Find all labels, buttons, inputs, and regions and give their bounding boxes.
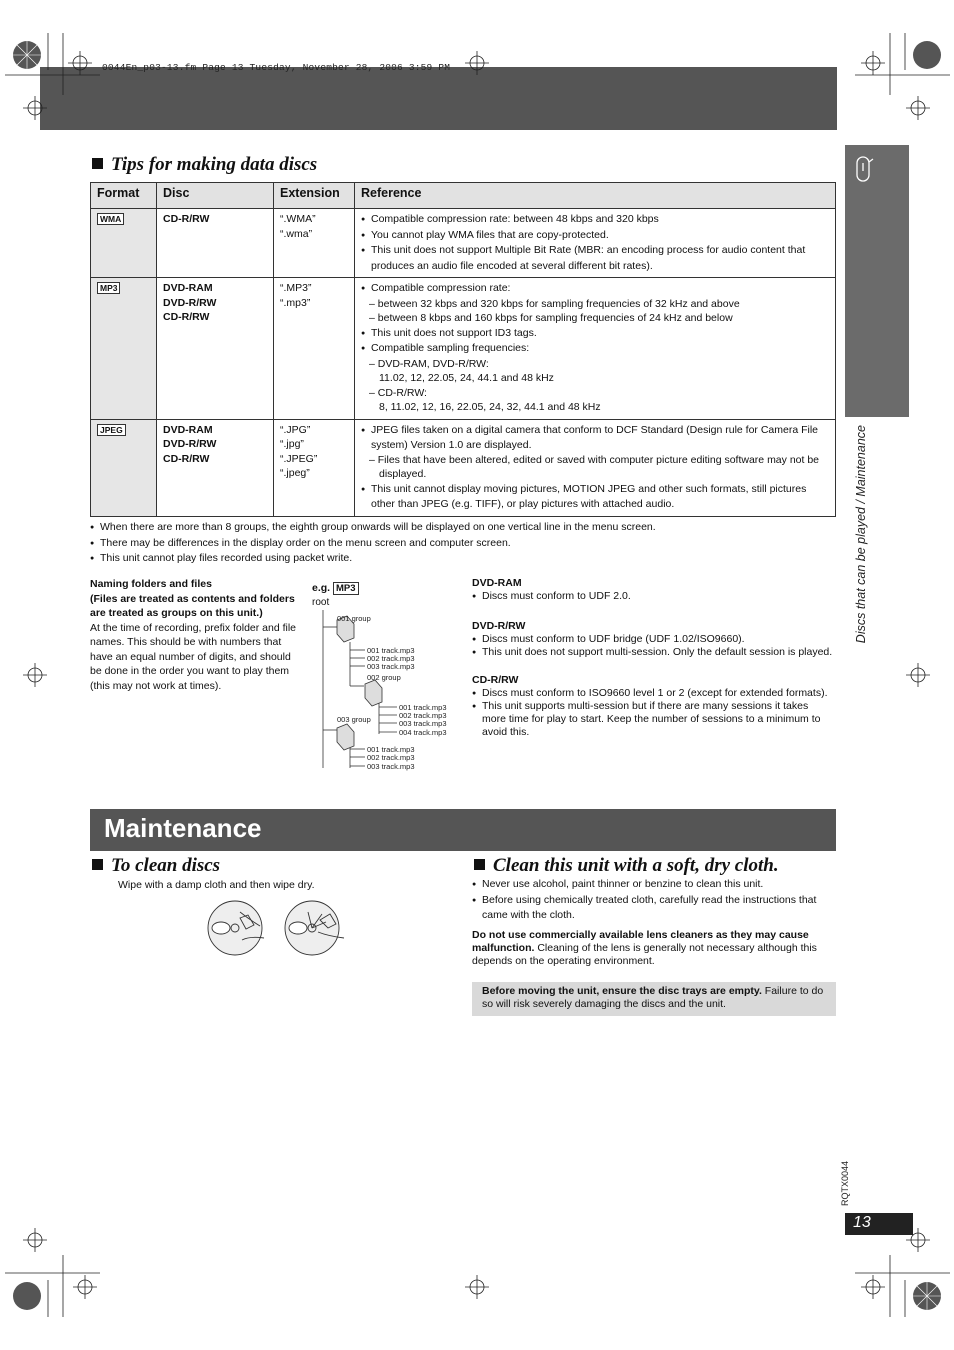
reference-line: – between 8 kbps and 160 kbps for sampling frequencies of 24 kHz and below [361,311,829,326]
extension: “.MP3” [280,282,312,294]
tree-label: 001 track.mp3 [367,646,415,655]
square-bullet-icon [92,158,103,169]
reference-line: ● Compatible sampling frequencies: [361,341,829,357]
maintenance-title: Maintenance [104,813,262,843]
side-section-label: Discs that can be played / Maintenance [854,425,868,644]
extension: “.JPEG” [280,452,318,465]
reference-line: – Files that have been altered, edited or saved with computer picture editing software may not be displayed. [361,453,829,482]
spec-item: ● This unit supports multi-session but if there are many sessions it takes more time for play to start. Keep the number of sessions to a minimum to avoid this. [472,700,834,739]
spec-item: ● This unit does not support multi-session. Only the default session is played. [472,646,834,659]
clean-unit-item: ● Before using chemically treated cloth, carefully read the instructions that came with the cloth. [472,893,836,923]
note-item: ● When there are more than 8 groups, the eighth group onwards will be displayed on one vertical line in the menu screen. [90,520,836,536]
reference-line: – DVD-RAM, DVD-R/RW: [361,357,829,372]
disc-type: DVD-R/RW [163,438,217,450]
table-header-row [91,183,836,209]
extension: “.JPG” [280,423,311,436]
folder-icon [337,616,382,750]
table-header: Disc [157,183,274,209]
reference-line: ● JPEG files taken on a digital camera that conform to DCF Standard (Design rule for Camera File system) Version 1.0 are displayed. [361,423,829,453]
clean-discs-body: Wipe with a damp cloth and then wipe dry. [118,879,315,891]
disc-type: CD-R/RW [163,452,210,465]
reference-line: ● This unit cannot display moving pictures, MOTION JPEG and other such formats, still pictures other than JPEG (e.g. TIFF), or play pictures with attached audio. [361,482,829,512]
tree-eg: e.g. MP3 [312,582,359,595]
mp3-badge: MP3 [333,582,359,595]
disc-type: CD-R/RW [163,213,210,225]
table-row [91,419,836,516]
extension-cell [274,419,355,516]
tree-label: 004 track.mp3 [399,728,447,737]
tree-label: 002 group [367,673,401,682]
table-row [91,278,836,420]
model-code: RQTX0044 [840,1160,850,1206]
reference-line: ● Compatible compression rate: between 48 kbps and 320 kbps [361,212,829,228]
table-row [91,209,836,278]
tree-label: 003 track.mp3 [367,662,415,671]
note-item: ● There may be differences in the display order on the menu screen and computer screen. [90,536,836,552]
tree-root: root [312,597,330,608]
spec-heading: CD-R/RW [472,674,519,686]
square-bullet-icon [474,859,485,870]
extension: “.WMA” [280,213,316,225]
disc-type: DVD-RAM [163,423,213,436]
clean-unit-heading: Clean this unit with a soft, dry cloth. [474,855,779,877]
tree-label: 003 track.mp3 [399,719,447,728]
lens-cleaner-note: Do not use commercially available lens cleaners as they may cause malfunction. Cleaning of the lens is generally not necessary although this depends on the operating environment. [472,929,817,967]
disc-icon [845,145,909,195]
reference-line: 11.02, 12, 22.05, 24, 44.1 and 48 kHz [379,372,554,384]
reference-cell [355,278,836,420]
tree-label: 003 track.mp3 [367,762,415,771]
page-number: 13 [853,1214,871,1231]
disc-cleaning-illustration [200,898,350,958]
reference-line: – CD-R/RW: [361,386,829,401]
extension: “.jpeg” [280,467,310,479]
square-bullet-icon [92,859,103,870]
reference-line: ● Compatible compression rate: [361,281,829,297]
table-header: Reference [355,183,836,209]
tree-label: 001 track.mp3 [367,745,415,754]
spec-heading: DVD-R/RW [472,620,526,632]
clean-discs-heading: To clean discs [92,855,220,877]
reference-line: ● You cannot play WMA files that are copy-protected. [361,228,829,244]
reference-cell [355,209,836,278]
tree-label: 003 group [337,715,371,724]
reference-line: – between 32 kbps and 320 kbps for sampling frequencies of 32 kHz and above [361,297,829,312]
disc-type: DVD-R/RW [163,296,217,309]
extension: “.wma” [280,227,313,240]
naming-body: At the time of recording, prefix folder and file names. This should be with numbers that have an equal number of digits, and should be done in the order you want to play them (this may not work at times). [90,621,297,692]
table-header: Extension [274,183,355,209]
tree-label: 002 track.mp3 [367,654,415,663]
warning-text: Before moving the unit, ensure the disc trays are empty. Failure to do so will risk severely damaging the discs and the unit. [482,985,824,1010]
spec-item: ● Discs must conform to ISO9660 level 1 or 2 (except for extended formats). [472,687,834,700]
file-stamp: 0044En_p03-13.fm Page 13 Tuesday, November 28, 2006 3:59 PM [102,62,451,73]
naming-heading: Naming folders and files [90,578,212,590]
disc-type: DVD-RAM [163,282,213,294]
side-tab [845,145,909,417]
disc-cell [157,278,274,420]
tree-label: 002 track.mp3 [367,753,415,762]
disc-specs [472,577,834,739]
extension-cell [274,278,355,420]
format-badge: JPEG [97,424,126,436]
reference-line: ● This unit does not support Multiple Bit Rate (MBR: an encoding process for audio content that produces an audio file encoded at several different bit rates). [361,243,829,273]
naming-section [90,577,300,693]
tips-heading: Tips for making data discs [92,154,317,176]
folder-tree-diagram [312,580,462,775]
format-cell [91,419,157,516]
table-notes [90,520,836,567]
extension: “.mp3” [280,296,311,309]
naming-subheading: (Files are treated as contents and folders are treated as groups on this unit.) [90,592,295,619]
spec-item: ● Discs must conform to UDF 2.0. [472,590,834,603]
table-header: Format [91,183,157,209]
formats-table [90,182,836,517]
tree-label: 001 track.mp3 [399,703,447,712]
disc-cell [157,419,274,516]
clean-unit-item: ● Never use alcohol, paint thinner or benzine to clean this unit. [472,877,836,893]
spec-item: ● Discs must conform to UDF bridge (UDF 1.02/ISO9660). [472,633,834,646]
tree-label: 002 track.mp3 [399,711,447,720]
spec-heading: DVD-RAM [472,577,522,589]
disc-cell [157,209,274,278]
tree-label: 001 group [337,614,371,623]
clean-unit-body [472,877,836,923]
format-cell [91,209,157,278]
reference-line: 8, 11.02, 12, 16, 22.05, 24, 32, 44.1 and 48 kHz [379,401,601,413]
format-cell [91,278,157,420]
format-badge: MP3 [97,282,120,294]
reference-cell [355,419,836,516]
reference-line: ● This unit does not support ID3 tags. [361,326,829,342]
note-item: ● This unit cannot play files recorded using packet write. [90,551,836,567]
extension-cell [274,209,355,278]
warning-box [472,982,836,1016]
format-badge: WMA [97,213,124,225]
disc-type: CD-R/RW [163,311,210,323]
extension: “.jpg” [280,438,304,450]
